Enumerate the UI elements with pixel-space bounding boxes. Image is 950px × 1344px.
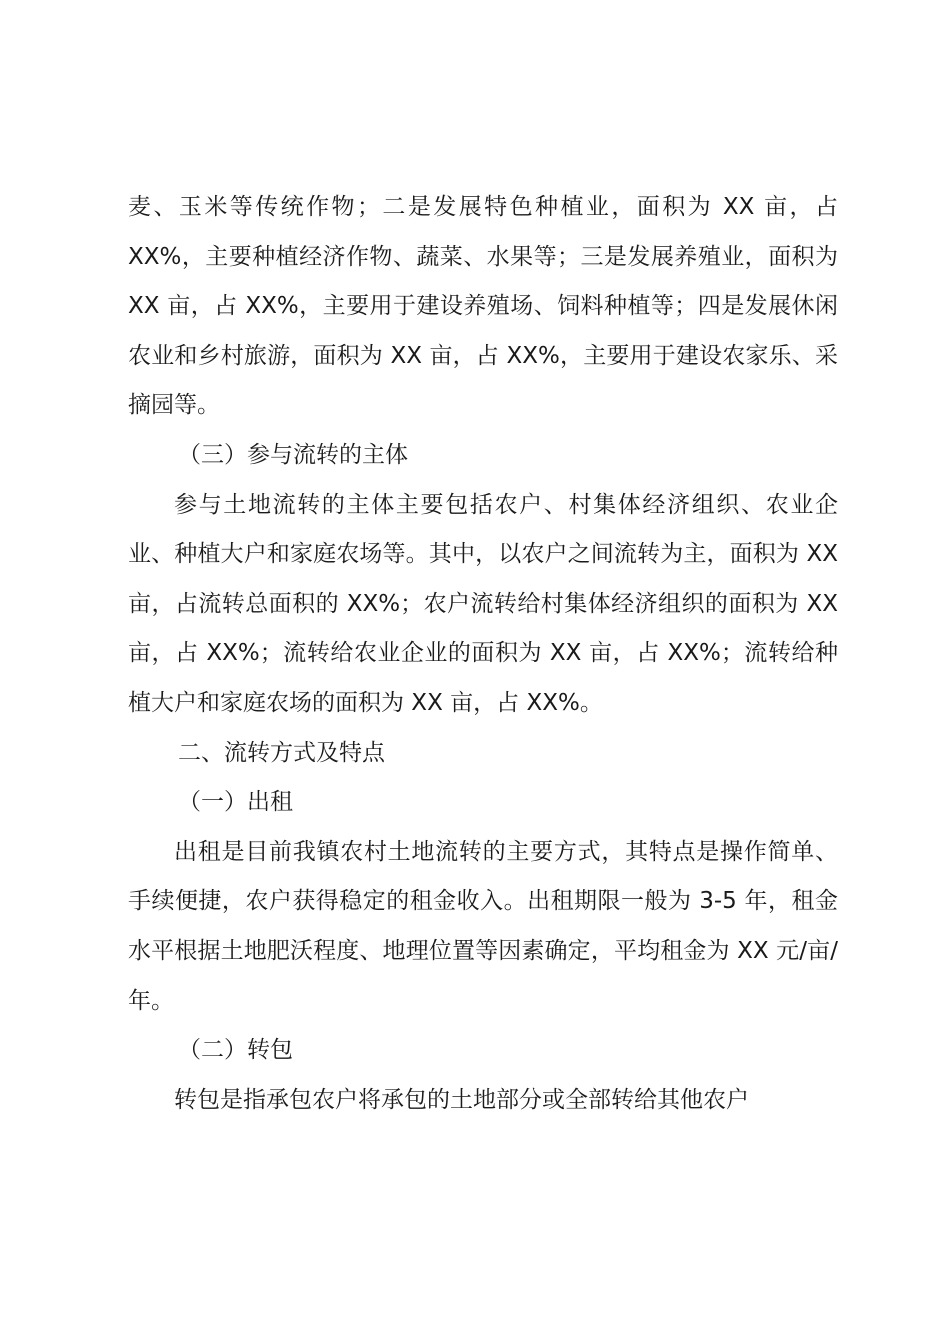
- paragraph-subcontract: 转包是指承包农户将承包的土地部分或全部转给其他农户: [174, 1086, 749, 1113]
- paragraph-lease: 出租是目前我镇农村土地流转的主要方式，其特点是操作简单、手续便捷，农户获得稳定的租金收入。出租期限一般为 3-5 年，租金水平根据土地肥沃程度、地理位置等因素确定，平均租金为 XX 元/亩/年。: [128, 838, 838, 1014]
- paragraph-continuation: 麦、玉米等传统作物；二是发展特色种植业，面积为 XX 亩，占 XX%，主要种植经济作物、蔬菜、水果等；三是发展养殖业，面积为 XX 亩，占 XX%，主要用于建设养殖场、饲料种植等；四是发展休闲农业和乡村旅游，面积为 XX 亩，占 XX%，主要用于建设农家乐、采摘园等。: [128, 194, 838, 419]
- document-body: [128, 183, 838, 1125]
- section-heading-methods: 二、流转方式及特点: [178, 739, 385, 766]
- section-heading-lease: （一）出租: [178, 789, 293, 816]
- paragraph-participants: 参与土地流转的主体主要包括农户、村集体经济组织、农业企业、种植大户和家庭农场等。其中，以农户之间流转为主，面积为 XX 亩，占流转总面积的 XX%；农户流转给村集体经济组织的面积为 XX 亩，占 XX%；流转给农业企业的面积为 XX 亩，占 XX%；流转给种植大户和家庭农场的面积为 XX 亩，占 XX%。: [128, 491, 838, 716]
- section-heading-participants: （三）参与流转的主体: [178, 441, 408, 468]
- section-heading-subcontract: （二）转包: [178, 1037, 293, 1064]
